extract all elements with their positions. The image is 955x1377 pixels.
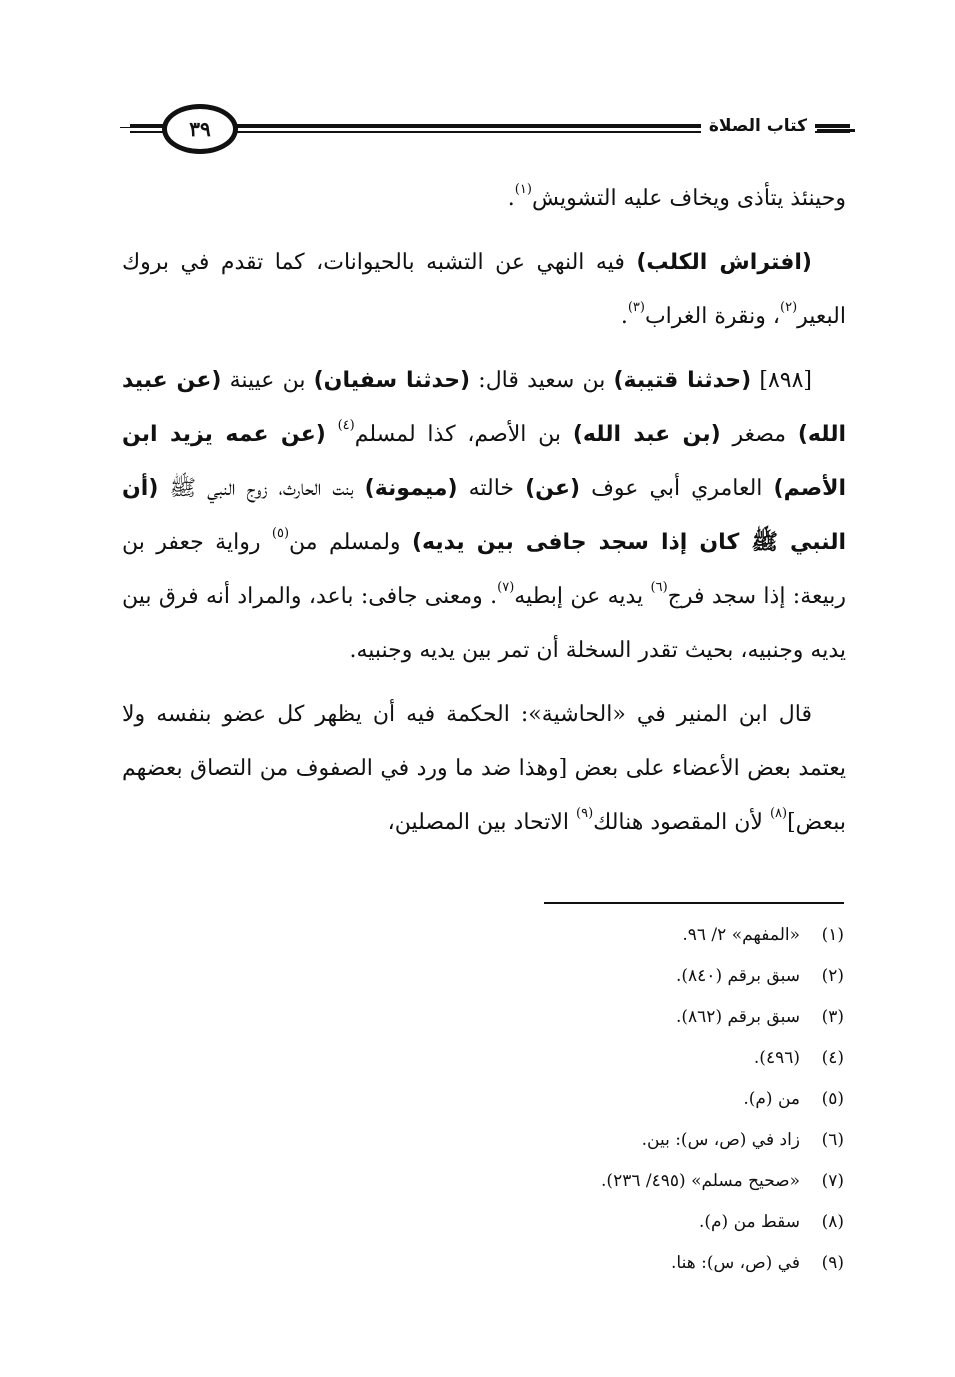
running-title: كتاب الصلاة	[701, 116, 815, 136]
footnote	[420, 1038, 844, 1079]
text-run: .	[507, 186, 515, 211]
footnote-number: (٨)	[821, 1212, 844, 1232]
footnote-text: من (م).	[743, 1089, 800, 1109]
footnote	[420, 1202, 844, 1243]
footnote-number: (٦)	[821, 1130, 844, 1150]
text-run: ، ونقرة الغراب	[644, 304, 780, 329]
footnote-number: (٣)	[821, 1007, 844, 1027]
hadith-number: [٨٩٨]	[751, 368, 812, 393]
footnote-ref-2: (٢)	[780, 300, 798, 315]
footnote-ref-7: (٧)	[497, 580, 515, 595]
footnote-text: في (ص، س): هنا.	[671, 1253, 800, 1273]
bold-lemma: (عن عبيد الله)	[122, 368, 847, 447]
footnote-ref-1: (١)	[514, 182, 532, 197]
footnote-ref-9: (٩)	[576, 806, 594, 821]
footnote	[420, 1243, 844, 1284]
bold-lemma: (حدثنا قتيبة)	[613, 368, 752, 393]
footnote-text: (٤٩٦).	[753, 1048, 800, 1068]
text-run	[326, 422, 338, 447]
footnote-number: (٩)	[821, 1253, 844, 1273]
text-run: يديه عن إبطيه	[514, 584, 651, 609]
footnotes	[420, 915, 844, 1284]
footnote-ref-5: (٥)	[271, 526, 290, 541]
text-run: بن عيينة	[221, 368, 314, 393]
paragraph-1	[122, 172, 846, 226]
footnote-number: (١)	[821, 925, 844, 945]
text-run: مصغر	[720, 422, 798, 447]
text-run: بن سعيد قال:	[470, 368, 614, 393]
text-run: . ومعنى جافى: باعد، والمراد أنه فرق بين يديه وجنبيه، بحيث تقدر السخلة أن تمر بين يديه وجنبيه.	[122, 584, 846, 663]
footnote-text: زاد في (ص، س): بين.	[641, 1130, 800, 1150]
footnote-text: سبق برقم (٨٤٠).	[676, 966, 800, 986]
bold-lemma: (عن عمه يزيد ابن الأصم)	[122, 422, 847, 501]
footnote	[420, 997, 844, 1038]
footnote-number: (٥)	[821, 1089, 844, 1109]
text-run: ولمسلم من	[289, 530, 412, 555]
bold-lemma: (حدثنا سفيان)	[313, 368, 471, 393]
text-run: وحينئذ يتأذى ويخاف عليه التشويش	[531, 186, 846, 211]
footnote	[420, 1161, 844, 1202]
footnote-ref-3: (٣)	[627, 300, 645, 315]
bold-lemma: (افتراش الكلب)	[636, 250, 812, 275]
bold-lemma: (بن عبد الله)	[572, 422, 721, 447]
footnote-number: (٢)	[821, 966, 844, 986]
footnote-separator	[544, 902, 844, 904]
header-title-dash	[817, 129, 855, 132]
footnote-number: (٤)	[821, 1048, 844, 1068]
footnote	[420, 1120, 844, 1161]
text-run: العامري أبي عوف	[580, 476, 774, 501]
page-header	[120, 100, 855, 160]
paragraph-3	[122, 354, 846, 678]
footnote-ref-6: (٦)	[650, 580, 668, 595]
footnote-text: «صحيح مسلم» (٤٩٥/ ٢٣٦).	[601, 1171, 800, 1191]
text-run: رواية جعفر بن ربيعة: إذا سجد فرج	[122, 530, 846, 609]
bold-lemma: (ميمونة)	[364, 476, 458, 501]
paragraph-4	[122, 688, 846, 850]
footnote	[420, 956, 844, 997]
footnote	[420, 1079, 844, 1120]
text-run: فيه النهي عن التشبه بالحيوانات، كما تقدم في بروك البعير	[122, 250, 846, 329]
text-run: الاتحاد بين المصلين،	[387, 810, 577, 835]
footnote-number: (٧)	[821, 1171, 844, 1191]
bold-lemma: (عن)	[525, 476, 581, 501]
footnote-text: سقط من (م).	[698, 1212, 800, 1232]
footnote-ref-8: (٨)	[769, 806, 788, 821]
page-number-oval	[162, 104, 238, 154]
paragraph-2	[122, 236, 846, 344]
text-run: قال ابن المنير في «الحاشية»: الحكمة فيه أن يظهر كل عضو بنفسه ولا يعتمد بعض الأعضاء على بعض [وهذا ضد ما ورد في الصفوف من التصاق بعضهم ببعض]	[122, 702, 846, 835]
page-number: ٣٩	[189, 117, 211, 141]
footnote-text: «المفهم» ٢/ ٩٦.	[682, 925, 800, 945]
text-run: لأن المقصود هنالك	[593, 810, 770, 835]
text-run: خالته	[457, 476, 526, 501]
text-run: بنت الحارث، زوج النبي ﷺ	[158, 476, 365, 501]
footnote-text: سبق برقم (٨٦٢).	[676, 1007, 800, 1027]
footnote	[420, 915, 844, 956]
footnote-ref-4: (٤)	[337, 418, 355, 433]
bold-lemma: (أن النبي ﷺ كان إذا سجد جافى بين يديه)	[122, 476, 846, 555]
text-run: بن الأصم، كذا لمسلم	[354, 422, 573, 447]
text-run: .	[620, 304, 628, 329]
main-text	[122, 172, 846, 860]
